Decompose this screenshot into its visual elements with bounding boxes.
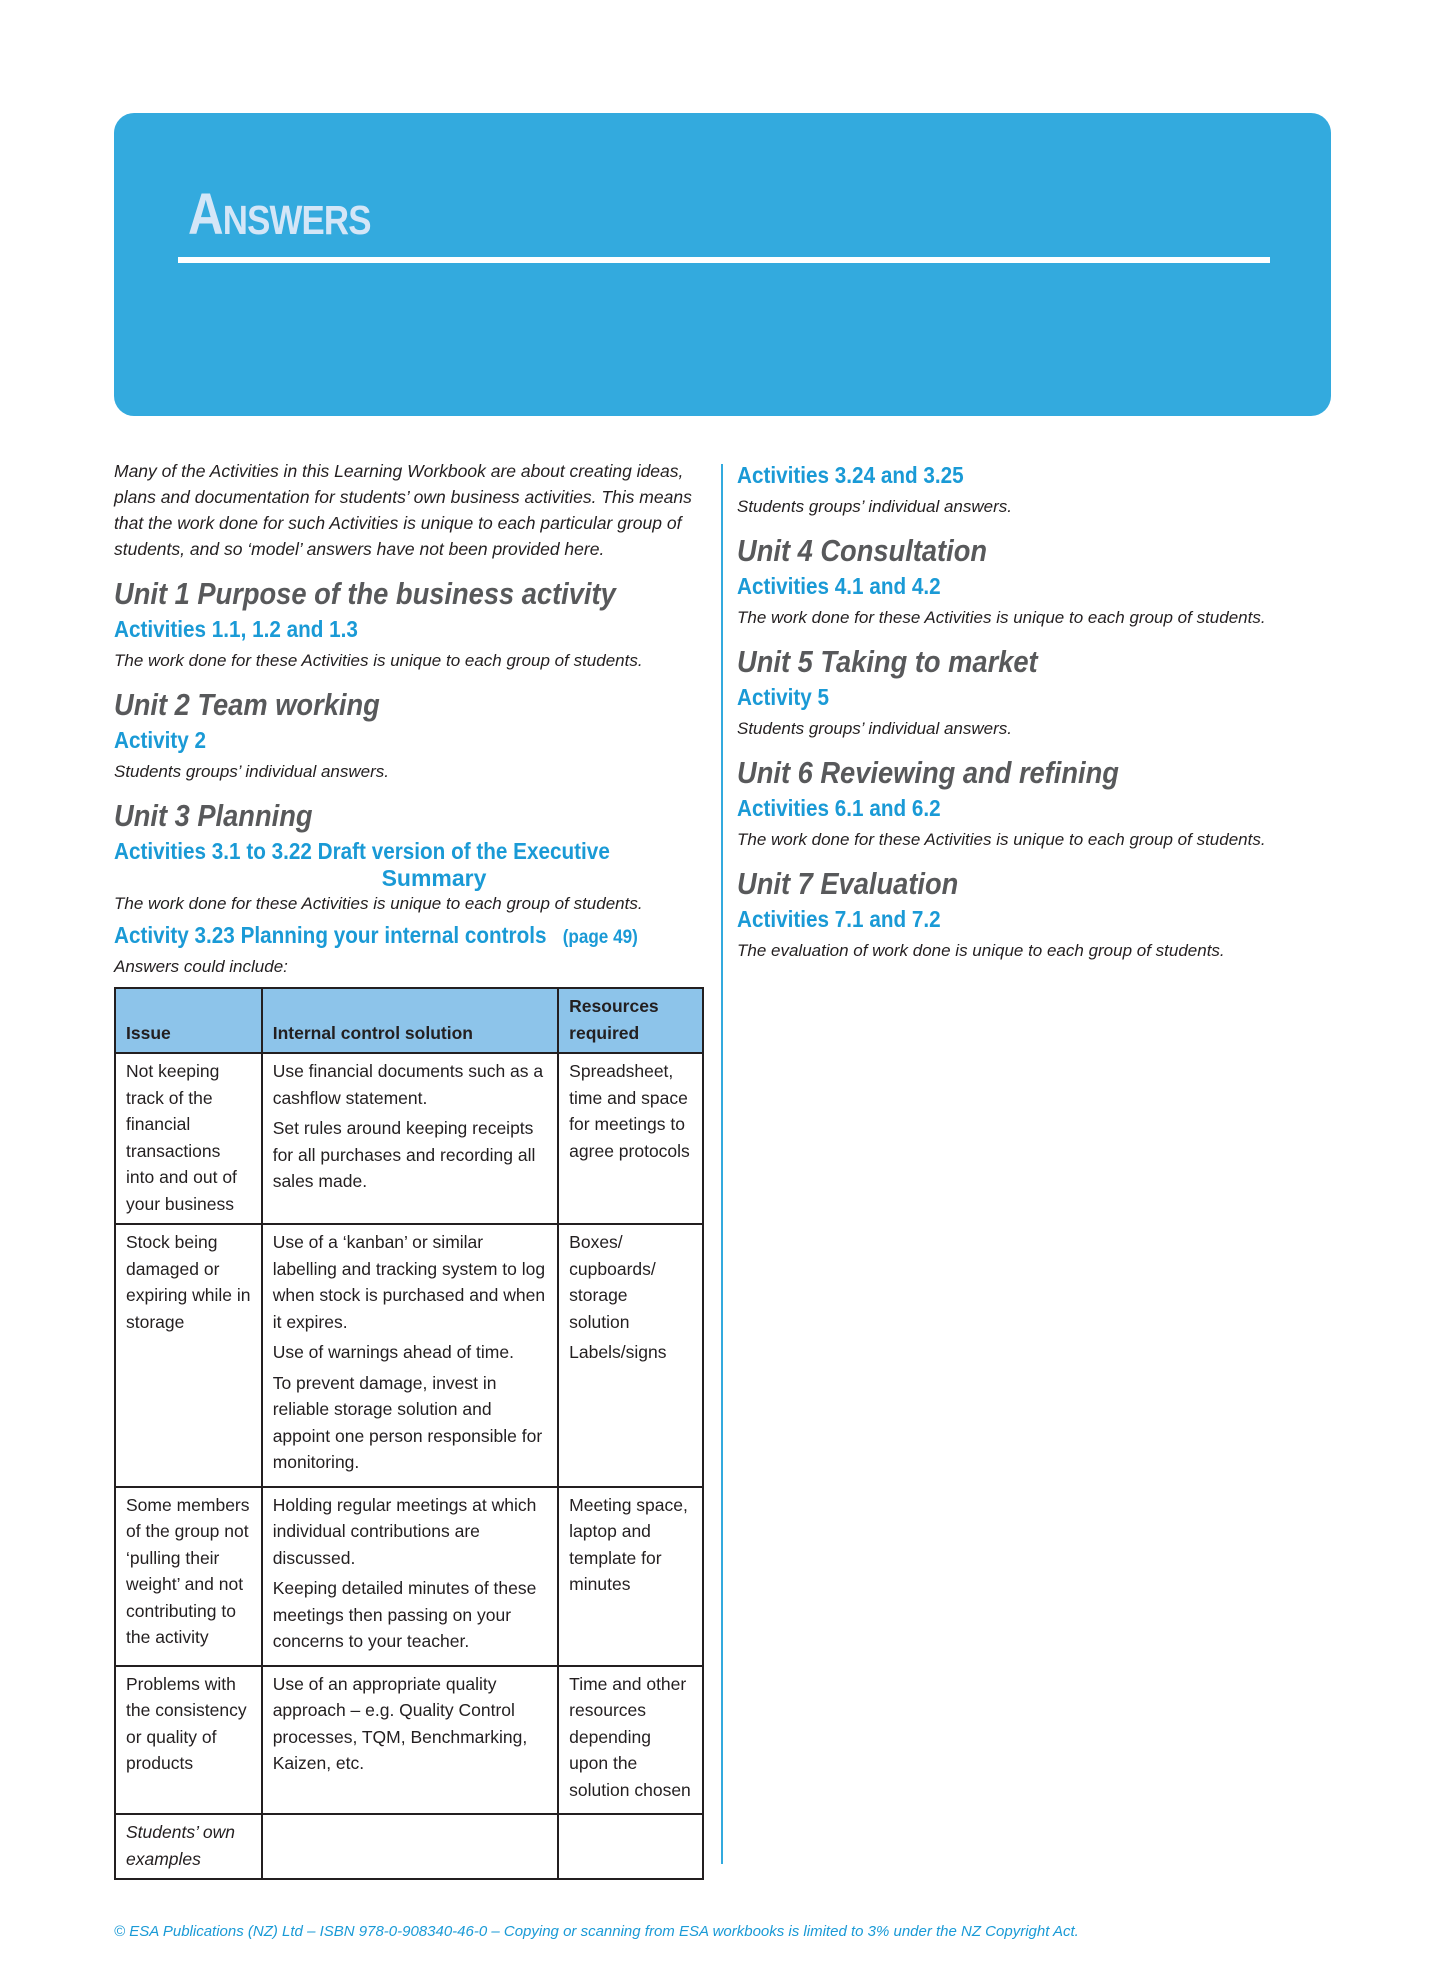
unit-heading: Unit 7 Evaluation	[737, 866, 959, 901]
solution-cell	[262, 1814, 558, 1879]
table-row	[115, 1814, 703, 1879]
activity-heading: Activity 5	[737, 684, 830, 710]
column-divider	[721, 464, 723, 1864]
activity-title: Activity 3.23 Planning your internal controls	[114, 922, 547, 948]
page-title: Answers	[188, 182, 371, 247]
unit-heading: Unit 5 Taking to market	[737, 644, 1038, 679]
solution-cell	[262, 1053, 558, 1224]
activity-heading	[114, 922, 645, 949]
resources-text: Boxes/ cupboards/ storage solution	[569, 1232, 656, 1332]
activity-heading-cont: Summary	[381, 865, 487, 891]
activity-note: The work done for these Activities is unique to each group of students.	[737, 608, 1266, 627]
table-row	[115, 1224, 703, 1487]
unit-heading: Unit 2 Team working	[114, 687, 380, 722]
solution-text: Use of an appropriate quality approach – e.g. Quality Control processes, TQM, Benchmarking, Kaizen, etc.	[272, 1673, 528, 1773]
column-header: Internal control solution	[262, 988, 558, 1053]
solution-cell	[262, 1666, 558, 1815]
resources-text: Spreadsheet, time and space for meetings to agree protocols	[569, 1061, 690, 1161]
resources-cell	[558, 1487, 703, 1666]
table-row	[115, 1666, 703, 1815]
solution-cell	[262, 1487, 558, 1666]
title-rule	[178, 257, 1270, 263]
solution-text: Set rules around keeping receipts for all purchases and recording all sales made.	[272, 1118, 536, 1191]
unit-heading: Unit 3 Planning	[114, 798, 313, 833]
copyright-footer: © ESA Publications (NZ) Ltd – ISBN 978-0-908340-46-0 – Copying or scanning from ESA workbooks is limited to 3% under the NZ Copyright Act.	[114, 1923, 1079, 1940]
resources-cell	[558, 1224, 703, 1487]
page-reference: (page 49)	[562, 927, 638, 948]
activity-note: The work done for these Activities is unique to each group of students.	[737, 830, 1266, 849]
right-column	[737, 458, 1337, 969]
solution-text: Use of warnings ahead of time.	[272, 1342, 514, 1362]
column-header: Issue	[115, 988, 262, 1053]
resources-text: Labels/signs	[569, 1342, 667, 1362]
activity-note: Answers could include:	[114, 957, 288, 976]
resources-cell	[558, 1666, 703, 1815]
activity-note: The work done for these Activities is unique to each group of students.	[114, 651, 643, 670]
issue-cell: Stock being damaged or expiring while in storage	[115, 1224, 262, 1487]
activity-heading: Activities 4.1 and 4.2	[737, 573, 941, 599]
solution-cell	[262, 1224, 558, 1487]
issue-cell: Not keeping track of the financial transactions into and out of your business	[115, 1053, 262, 1224]
activity-heading: Activities 1.1, 1.2 and 1.3	[114, 616, 358, 642]
issue-cell: Problems with the consistency or quality of products	[115, 1666, 262, 1815]
activity-heading: Activities 7.1 and 7.2	[737, 906, 941, 932]
unit-heading: Unit 6 Reviewing and refining	[737, 755, 1119, 790]
column-header: Resources required	[558, 988, 703, 1053]
table-header-row	[115, 988, 703, 1053]
internal-controls-table	[114, 987, 704, 1880]
title-banner	[114, 113, 1331, 416]
solution-text: Use financial documents such as a cashflow statement.	[272, 1061, 544, 1108]
activity-heading: Activities 6.1 and 6.2	[737, 795, 941, 821]
activity-note: The evaluation of work done is unique to each group of students.	[737, 941, 1225, 960]
resources-cell	[558, 1814, 703, 1879]
table-row	[115, 1487, 703, 1666]
resources-text: Time and other resources depending upon the solution chosen	[569, 1673, 691, 1800]
activity-note: Students groups’ individual answers.	[114, 762, 389, 781]
solution-text: Holding regular meetings at which individual contributions are discussed.	[272, 1494, 537, 1568]
solution-text: To prevent damage, invest in reliable storage solution and appoint one person responsible for monitoring.	[272, 1372, 543, 1472]
unit-heading: Unit 1 Purpose of the business activity	[114, 576, 616, 611]
unit-heading: Unit 4 Consultation	[737, 533, 988, 568]
solution-text: Use of a ‘kanban’ or similar labelling and tracking system to log when stock is purchased and when it expires.	[272, 1232, 546, 1332]
issue-cell: Students’ own examples	[115, 1814, 262, 1879]
activity-heading: Activities 3.1 to 3.22 Draft version of the Executive	[114, 838, 610, 864]
solution-text: Keeping detailed minutes of these meetings then passing on your concerns to your teacher.	[272, 1578, 537, 1651]
intro-text: Many of the Activities in this Learning Workbook are about creating ideas, plans and documentation for students’ own business activities. This means that the work done for such Activities is unique to each particular group of students, and so ‘model’ answers have not been provided here.	[114, 461, 692, 559]
table-row	[115, 1053, 703, 1224]
resources-cell	[558, 1053, 703, 1224]
left-column	[114, 458, 704, 1880]
activity-note: Students groups’ individual answers.	[737, 497, 1012, 516]
issue-cell: Some members of the group not ‘pulling their weight’ and not contributing to the activity	[115, 1487, 262, 1666]
activity-heading: Activities 3.24 and 3.25	[737, 462, 964, 488]
activity-heading: Activity 2	[114, 727, 207, 753]
resources-text: Meeting space, laptop and template for minutes	[569, 1494, 688, 1594]
activity-note: Students groups’ individual answers.	[737, 719, 1012, 738]
activity-note: The work done for these Activities is unique to each group of students.	[114, 894, 643, 913]
